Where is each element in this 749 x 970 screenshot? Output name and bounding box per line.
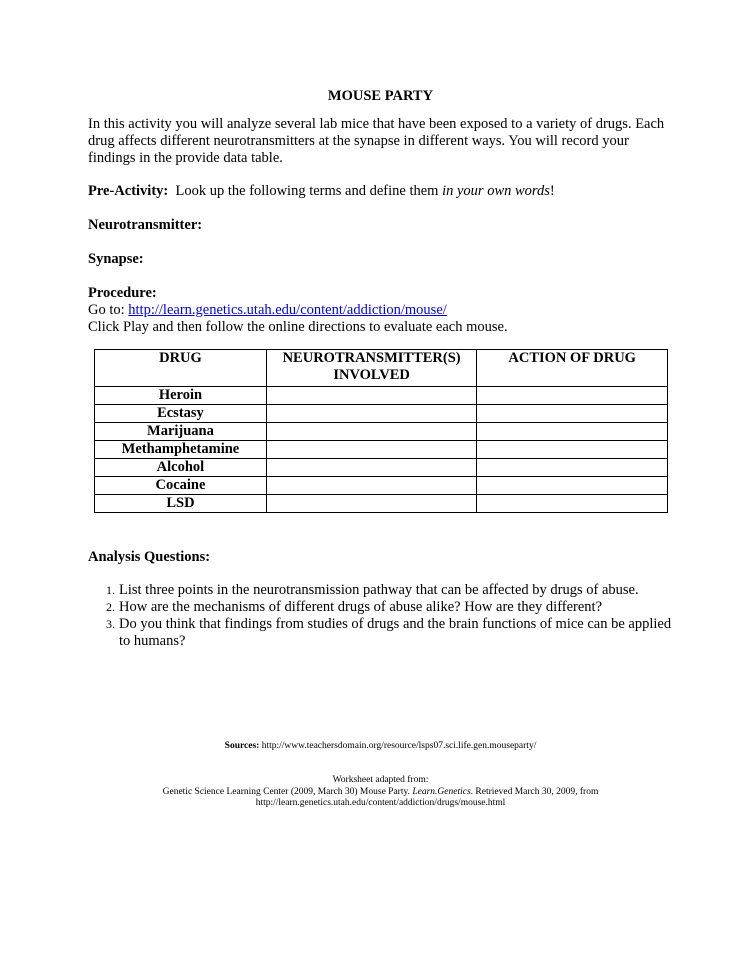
table-row	[95, 495, 668, 513]
drug-data-table	[94, 349, 668, 513]
pre-activity-text: Look up the following terms and define them	[168, 183, 443, 199]
list-item: 1. List three points in the neurotransmission pathway that can be affected by drugs of abuse.	[118, 582, 673, 599]
table-row	[95, 441, 668, 459]
neurotransmitter-cell[interactable]	[266, 495, 476, 513]
table-header-row	[95, 350, 668, 387]
adapted-line-1: Worksheet adapted from:	[332, 775, 429, 785]
adapted-line-2	[88, 787, 673, 799]
header-action: ACTION OF DRUG	[477, 350, 668, 387]
procedure-goto-label: Go to:	[88, 302, 129, 318]
sources-line	[88, 740, 673, 752]
adapted-citation: Genetic Science Learning Center (2009, March 30) Mouse Party.	[162, 786, 413, 797]
neurotransmitter-cell[interactable]	[266, 441, 476, 459]
adapted-line-3: http://learn.genetics.utah.edu/content/addiction/drugs/mouse.html	[255, 798, 506, 808]
list-item: 2. How are the mechanisms of different drugs of abuse alike? How are they different?	[118, 599, 673, 616]
table-row	[95, 477, 668, 495]
neurotransmitter-cell[interactable]	[266, 423, 476, 441]
action-cell[interactable]	[477, 477, 668, 495]
drug-name: Marijuana	[95, 423, 267, 441]
header-drug: DRUG	[95, 350, 267, 387]
term-neurotransmitter: Neurotransmitter:	[88, 217, 203, 233]
drug-name: LSD	[95, 495, 267, 513]
sources-url: http://www.teachersdomain.org/resource/lsps07.sci.life.gen.mouseparty/	[259, 741, 537, 751]
procedure-goto-line	[88, 302, 673, 319]
table-row	[95, 423, 668, 441]
drug-name: Methamphetamine	[95, 441, 267, 459]
neurotransmitter-cell[interactable]	[266, 459, 476, 477]
adapted-citation-emphasis: Learn.Genetics	[412, 786, 471, 797]
page-title: MOUSE PARTY	[327, 88, 434, 104]
intro-paragraph: In this activity you will analyze several lab mice that have been exposed to a variety of drugs. Each drug affects different neurotransmitters at the synapse in different ways. You will record your findings in the provide data table.	[88, 116, 665, 166]
action-cell[interactable]	[477, 423, 668, 441]
neurotransmitter-cell[interactable]	[266, 477, 476, 495]
analysis-heading: Analysis Questions:	[88, 549, 211, 565]
table-row	[95, 459, 668, 477]
pre-activity-paragraph	[88, 183, 673, 200]
neurotransmitter-cell[interactable]	[266, 387, 476, 405]
term-synapse: Synapse:	[88, 251, 144, 267]
adapted-citation-end: . Retrieved March 30, 2009, from	[470, 786, 599, 797]
action-cell[interactable]	[477, 405, 668, 423]
drug-name: Cocaine	[95, 477, 267, 495]
drug-name: Alcohol	[95, 459, 267, 477]
action-cell[interactable]	[477, 441, 668, 459]
table-row	[95, 405, 668, 423]
procedure-link[interactable]: http://learn.genetics.utah.edu/content/addiction/mouse/	[128, 302, 447, 318]
sources-label: Sources:	[224, 741, 260, 751]
drug-name: Ecstasy	[95, 405, 267, 423]
pre-activity-end: !	[549, 183, 555, 199]
action-cell[interactable]	[477, 387, 668, 405]
pre-activity-label: Pre-Activity:	[88, 183, 169, 199]
adapted-credit	[88, 775, 673, 810]
pre-activity-emphasis: in your own words	[442, 183, 550, 199]
action-cell[interactable]	[477, 459, 668, 477]
header-neurotransmitters: NEUROTRANSMITTER(S) INVOLVED	[266, 350, 476, 387]
table-row	[95, 387, 668, 405]
neurotransmitter-cell[interactable]	[266, 405, 476, 423]
worksheet-page	[88, 88, 673, 808]
drug-name: Heroin	[95, 387, 267, 405]
list-item: 3. Do you think that findings from studies of drugs and the brain functions of mice can be applied to humans?	[118, 616, 673, 650]
analysis-question-list	[88, 582, 673, 650]
procedure-heading: Procedure:	[88, 285, 157, 301]
procedure-instruction: Click Play and then follow the online directions to evaluate each mouse.	[88, 319, 508, 335]
action-cell[interactable]	[477, 495, 668, 513]
